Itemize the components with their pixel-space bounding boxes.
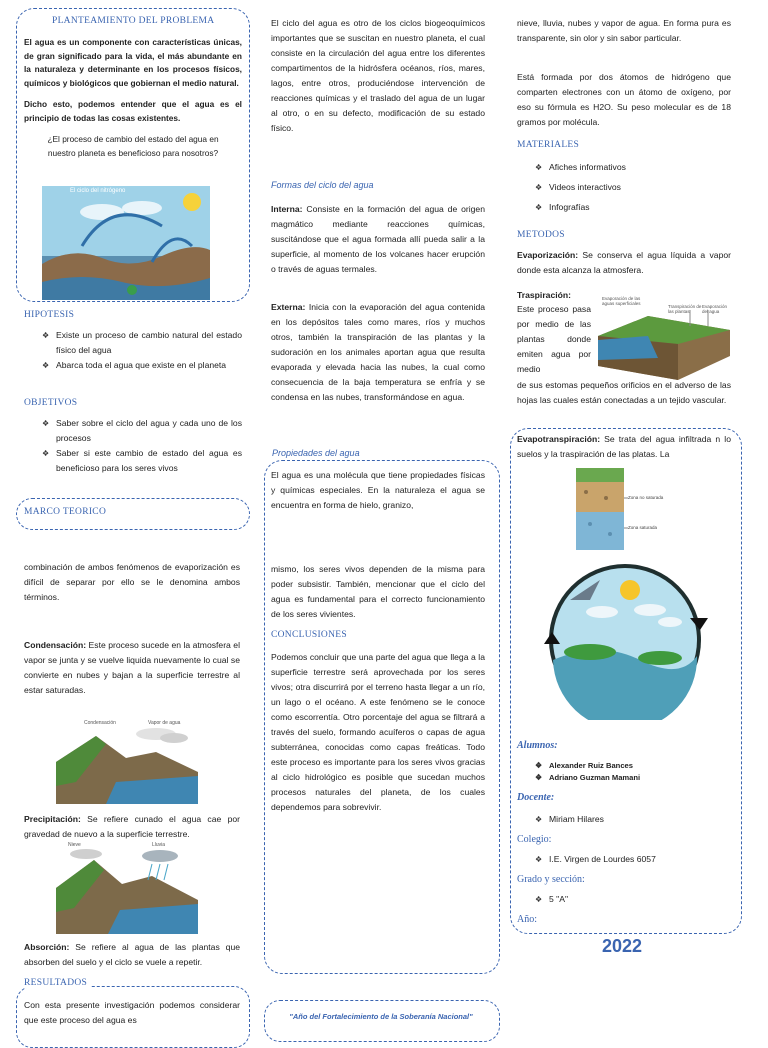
forms-title: Formas del ciclo del agua (271, 180, 374, 190)
water-cycle-intro: El ciclo del agua es otro de los ciclos biogeoquímicos importantes que se suscitan en nuestro planeta, el cual consiste en la circulación del agua entre los diferentes compartimentos de la hidrósfera océanos, ríos, mares, lagos, entre otros, produciéndose intervención de reacciones químicas y el traslado del agua de un lugar al otro, o en su defecto, modificación de su estado físico. (271, 18, 485, 133)
img-label: Vapor de agua (148, 720, 181, 726)
list-item: ❖ Saber si este cambio de estado del agua es beneficioso para los seres vivos (42, 446, 242, 476)
problem-paragraph-2: Dicho esto, podemos entender que el agua es el principio de todas las cosas existentes. (24, 99, 242, 123)
conclusions-paragraph: Podemos concluir que una parte del agua que llega a la superficie terrestre será aprovechada por los seres vivos; otra discurrirá por el terreno hasta llegar a un río, un lago o el océano. A este fenómeno se le conoce como escorrentía. Otro porcentaje del agua se filtrará a través del suelo, formando acuíferos o capas de agua subterránea, conocidas como capas freáticas. Todo este proceso es importante para los seres vivos gracias al ciclo hidrológico es posible que sucedan muchos procesos naturales del planeta, de los cuales dependemos para sobrevivir. (271, 652, 485, 812)
transpiration-text-b: de sus estomas pequeños orificios en el adverso de las hojas las cuales están conectadas a un tejido vascular. (517, 380, 731, 405)
transpiration-label: Traspiración: (517, 290, 571, 300)
materials-list (517, 160, 725, 215)
soil-label: Zona no saturada (628, 495, 664, 500)
hypothesis-title: HIPOTESIS (24, 310, 75, 320)
list-item: ❖ I.E. Virgen de Lourdes 6057 (535, 852, 725, 867)
soil-illustration (576, 468, 664, 550)
list-item: ❖ 5 "A" (535, 892, 725, 907)
precipitation-illustration (56, 842, 198, 934)
problem-title: PLANTEAMIENTO DEL PROBLEMA (52, 16, 215, 26)
img-label: Nieve (68, 842, 81, 848)
grade-list (517, 892, 725, 907)
internal-paragraph: Interna: Consiste en la formación del agua de origen magmático mediante reacciones químicas, suscitándose que el agua formada allí pueda salir a la superficie, al momento de los volcanes hacer erupción o través de aguas termales. (271, 204, 485, 274)
research-question: ¿El proceso de cambio del estado del agua en nuestro planeta es beneficioso para nosotros? (47, 134, 219, 158)
methods-title: METODOS (517, 230, 565, 240)
marco-teorico-title: MARCO TEORICO (24, 507, 107, 517)
year-label: Año: (517, 914, 537, 925)
water-cycle-illustration (42, 186, 210, 300)
students-label: Alumnos: (517, 740, 558, 751)
footer-quote-box (264, 1000, 500, 1042)
properties-continuation: mismo, los seres vivos dependen de la misma para poder subsistir. También, mencionar que el ciclo del agua es fundamental para el correcto funcionamiento de los seres vivientes. (271, 564, 485, 619)
materials-title: MATERIALES (517, 140, 580, 150)
school-list (517, 852, 725, 867)
list-item: ❖ Adriano Guzman Mamani (535, 772, 725, 784)
list-item: ❖ Videos interactivos (535, 180, 725, 195)
list-item: ❖ Alexander Ruiz Bances (535, 760, 725, 772)
teacher-label: Docente: (517, 792, 555, 803)
footer-quote: "Año del Fortalecimiento de la Soberanía Nacional" (289, 1012, 473, 1021)
list-item: ❖ Infografías (535, 200, 725, 215)
properties-title: Propiedades del agua (272, 448, 364, 458)
condensation-paragraph: Condensación: Este proceso sucede en la atmosfera el vapor se junta y se vuelve liquida nuevamente lo cual se convierte en nubes y bajan a la superficie terrestre al estar saturadas. (24, 640, 240, 695)
img-label: Evaporación del agua (702, 304, 728, 314)
soil-label: Zona saturada (628, 525, 658, 530)
objectives-title: OBJETIVOS (24, 398, 78, 408)
conclusions-title: CONCLUSIONES (271, 630, 347, 640)
list-item: ❖ Existe un proceso de cambio natural del estado físico del agua (42, 328, 242, 358)
img-label: Transpiración de las plantas (668, 304, 702, 314)
year-value: 2022 (602, 936, 643, 956)
students-list (517, 760, 725, 784)
precipitation-paragraph: Precipitación: Se refiere cunado el agua cae por gravedad de nuevo a la superficie terrestre. (24, 814, 240, 839)
results-paragraph: Con esta presente investigación podemos considerar que este proceso del agua es (24, 1000, 240, 1025)
problem-paragraph-1: El agua es un componente con características únicas, de gran significado para la vida, el más abundante en la naturaleza y determinante en los procesos físicos, químicos y biológicos que gobiernan el medio natural. (24, 37, 242, 88)
transpiration-illustration (598, 296, 730, 380)
transpiration-text-a: Este proceso pasa por medio de las plantas donde emiten agua por medio (517, 304, 591, 374)
img-label: Condensación (84, 720, 116, 726)
external-paragraph: Externa: Inicia con la evaporación del agua contenida en los depósitos tales como mares, ríos y muchos otros, también la transpiración de las plantas y la sudoración en los animales aportan agua que resulta evaporada y elevada hacia las nubes, la cual como consecuencia de la baja temperatura se enfría y se condensa en las nubes, transformándose en agua. (271, 302, 485, 402)
school-label: Colegio: (517, 834, 552, 845)
list-item: ❖ Abarca toda el agua que existe en el planeta (42, 358, 242, 373)
properties-paragraph-2: nieve, lluvia, nubes y vapor de agua. En forma pura es transparente, sin olor y sin sabor particular. (517, 18, 731, 43)
list-item: ❖ Miriam Hilares (535, 812, 725, 827)
absorption-paragraph: Absorción: Se refiere al agua de las plantas que absorben del suelo y el ciclo se vuele a repetir. (24, 942, 240, 967)
circular-water-cycle (540, 560, 710, 720)
marco-paragraph: combinación de ambos fenómenos de evaporización es difícil de separar por ello se le denomina ambos términos. (24, 562, 240, 602)
img-label: Lluvia (152, 842, 166, 848)
list-item: ❖ Afiches informativos (535, 160, 725, 175)
properties-paragraph: El agua es una molécula que tiene propiedades físicas y químicas especiales. En la naturaleza el agua se encuentra en forma de hielo, granizo, (271, 470, 485, 510)
evaporization-paragraph: Evaporización: Se conserva el agua líquida a vapor donde esta alcanza la atmosfera. (517, 250, 731, 275)
teacher-list (517, 812, 725, 827)
illustration-caption: El ciclo del nitrógeno (70, 188, 126, 194)
evapotranspiration-paragraph: Evapotranspiración: Se trata del agua infiltrada n lo suelos y la traspiración de las platas. La (517, 434, 731, 459)
condensation-illustration (56, 722, 198, 804)
results-title: RESULTADOS (24, 978, 91, 988)
grade-label: Grado y sección: (517, 874, 585, 885)
hypothesis-list (24, 328, 242, 373)
img-label: Evaporación de las aguas superficiales (602, 296, 641, 306)
list-item: ❖ Saber sobre el ciclo del agua y cada uno de los procesos (42, 416, 242, 446)
molecule-paragraph: Está formada por dos átomos de hidrógeno que comparten electrones con un átomo de oxígeno, por eso su fórmula es H2O. Su peso molecular es de 18 gramos por molécula. (517, 72, 731, 127)
objectives-list (24, 416, 242, 476)
